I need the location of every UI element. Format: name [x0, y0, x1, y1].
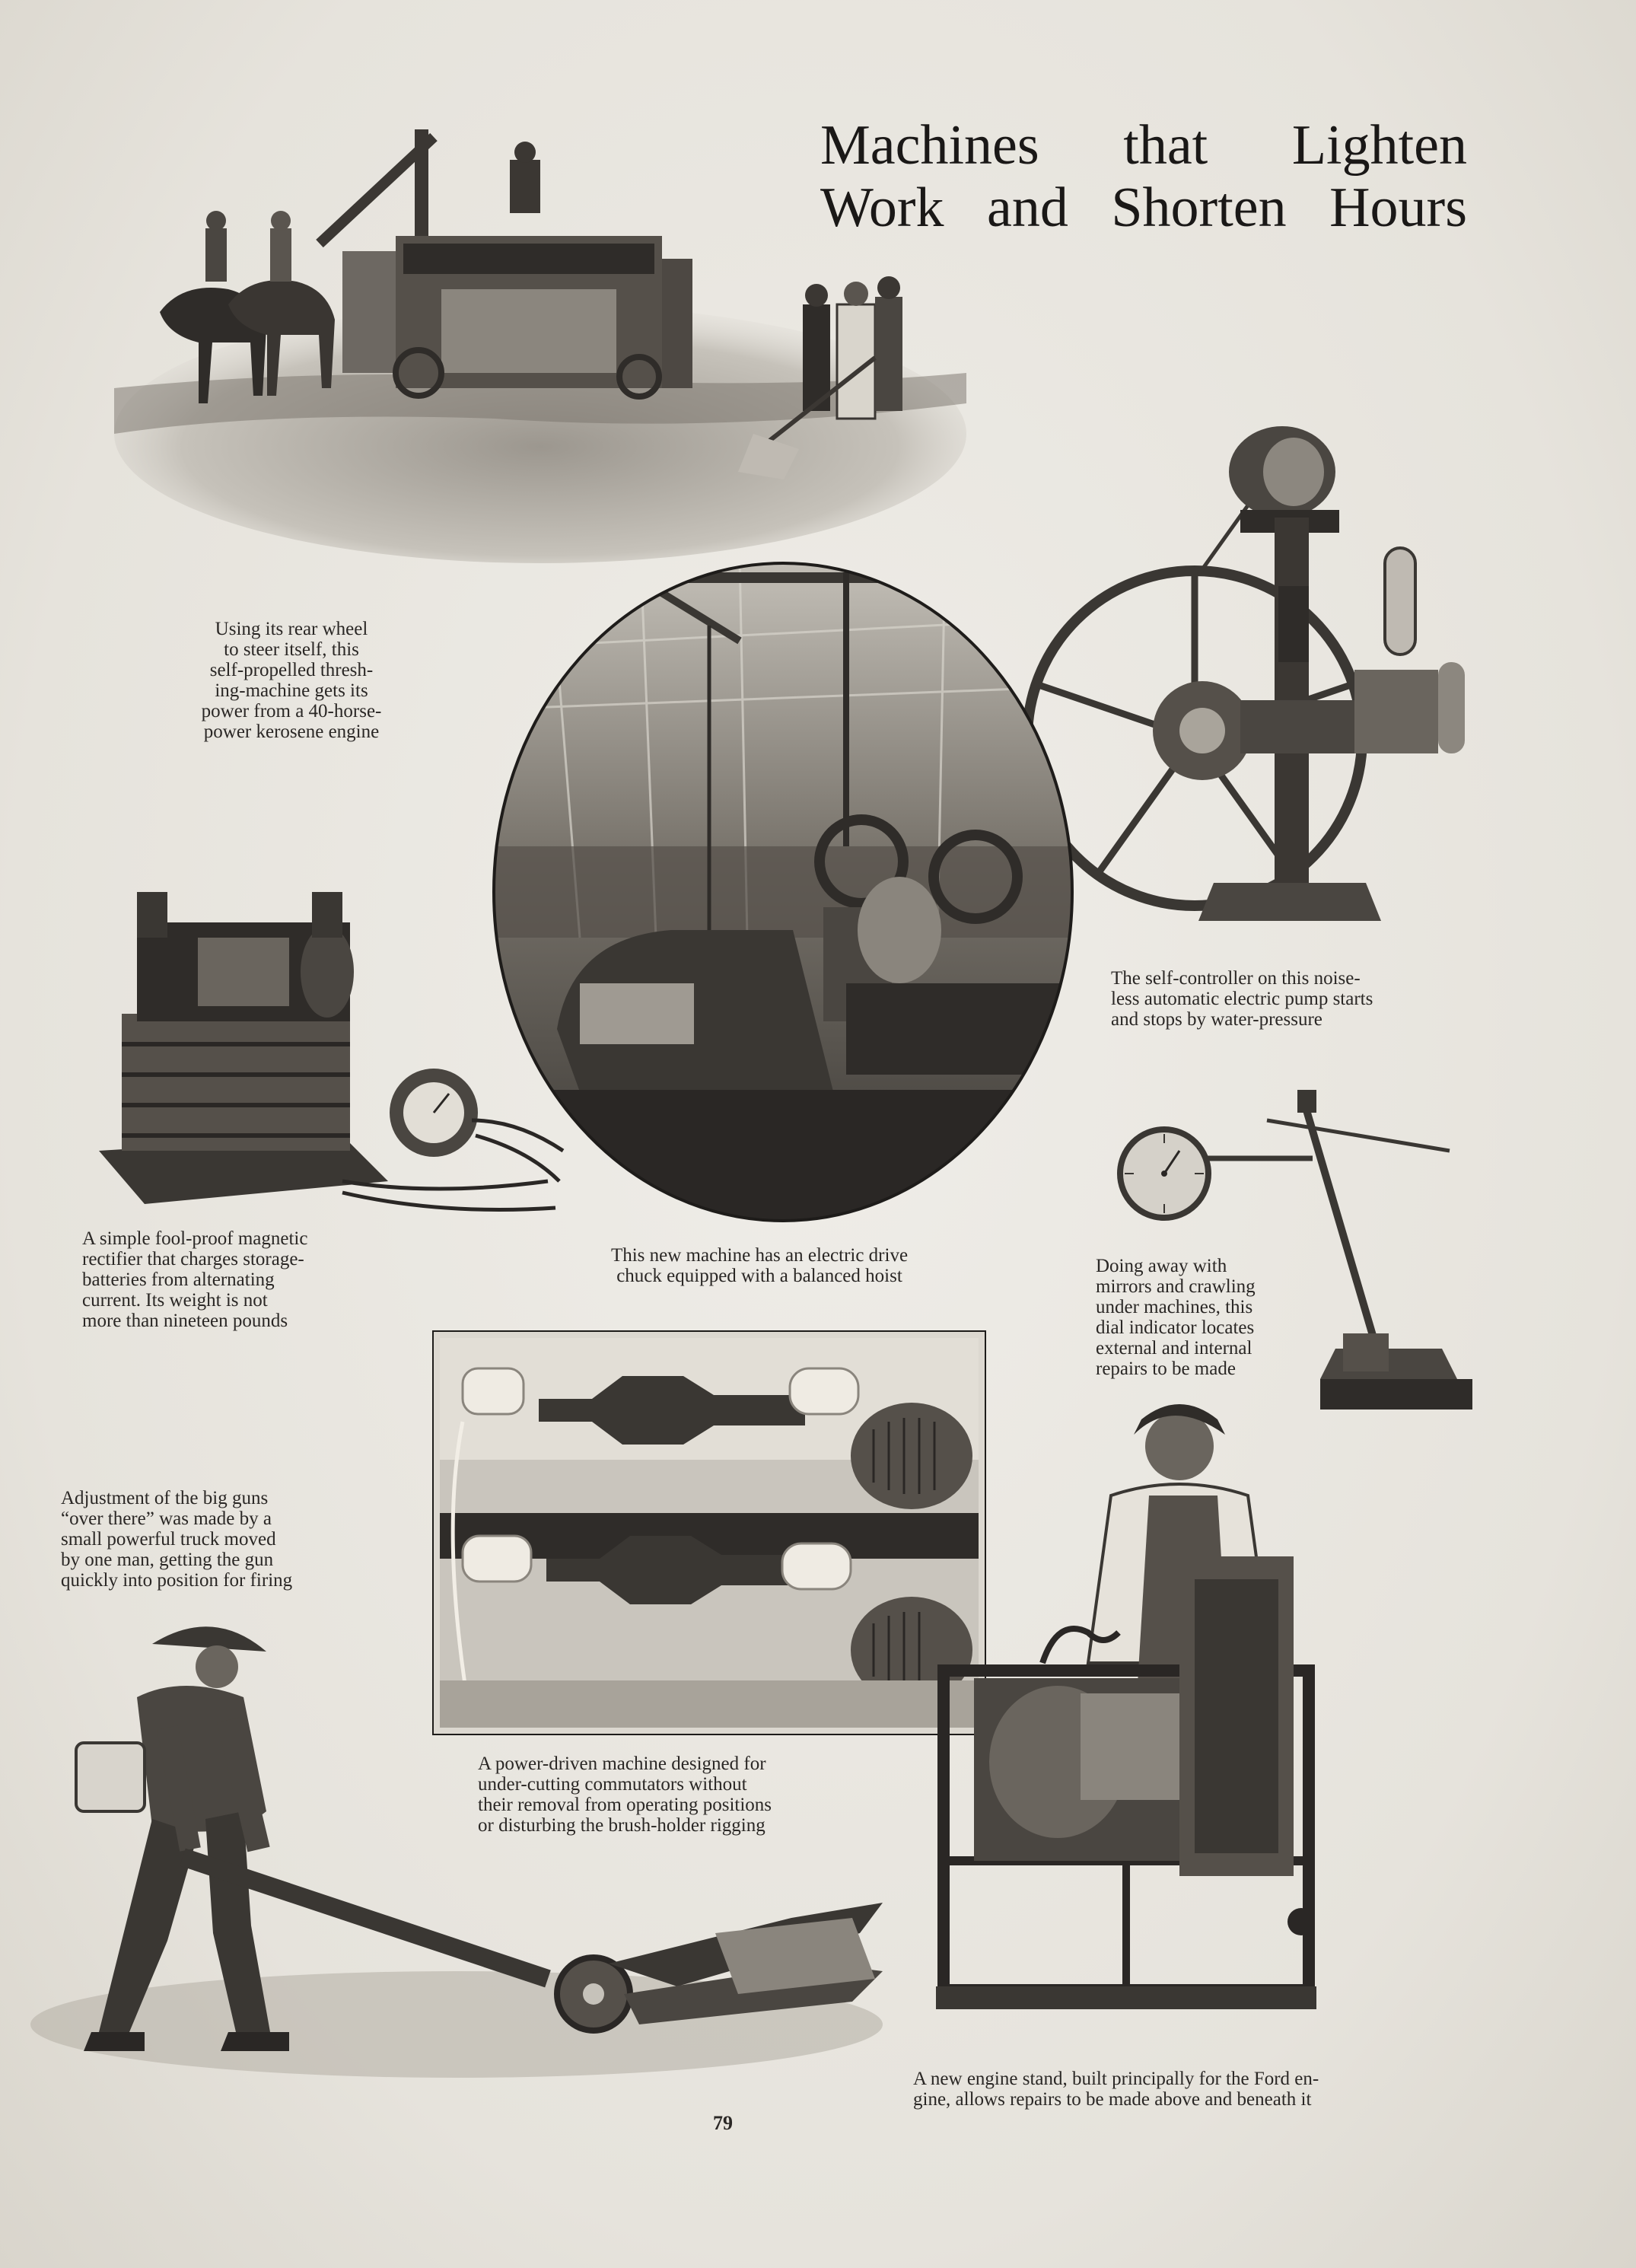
magnetic-rectifier-illustration — [91, 892, 578, 1227]
page-number: 79 — [713, 2112, 733, 2134]
caption-chuck: This new machine has an electric drive chuck equipped with a balanced hoist — [610, 1245, 909, 1286]
electric-pump-illustration — [1012, 411, 1484, 936]
engine-stand-illustration — [928, 1404, 1354, 2036]
caption-engine-stand: A new engine stand, built principally for the Ford en- gine, allows repairs to be made above and beneath it — [913, 2069, 1319, 2110]
caption-commutator: A power-driven machine designed for under-cutting commutators without their removal from operating positions or disturbing the brush-holder rigging — [478, 1754, 772, 1836]
caption-dial: Doing away with mirrors and crawling under machines, this dial indicator locates external and internal repairs to be made — [1096, 1256, 1256, 1379]
threshing-machine-photo — [114, 114, 1012, 571]
gun-truck-soldier-illustration — [30, 1598, 921, 2085]
caption-thresher: Using its rear wheel to steer itself, this self-propelled thresh- ing-machine gets its power from a 40-horse- power kerosene engine — [201, 619, 382, 742]
caption-pump: The self-controller on this noise- less automatic electric pump starts and stops by water-pressure — [1111, 968, 1373, 1030]
title-line-1: Machines that Lighten — [820, 114, 1467, 177]
title-line-2: Work and Shorten Hours — [820, 177, 1467, 239]
caption-rectifier: A simple fool-proof magnetic rectifier that charges storage- batteries from alternating current. Its weight is not more than nineteen pounds — [82, 1228, 308, 1331]
caption-guns: Adjustment of the big guns “over there” was made by a small powerful truck moved by one man, getting the gun quickly into position for firing — [61, 1488, 293, 1591]
